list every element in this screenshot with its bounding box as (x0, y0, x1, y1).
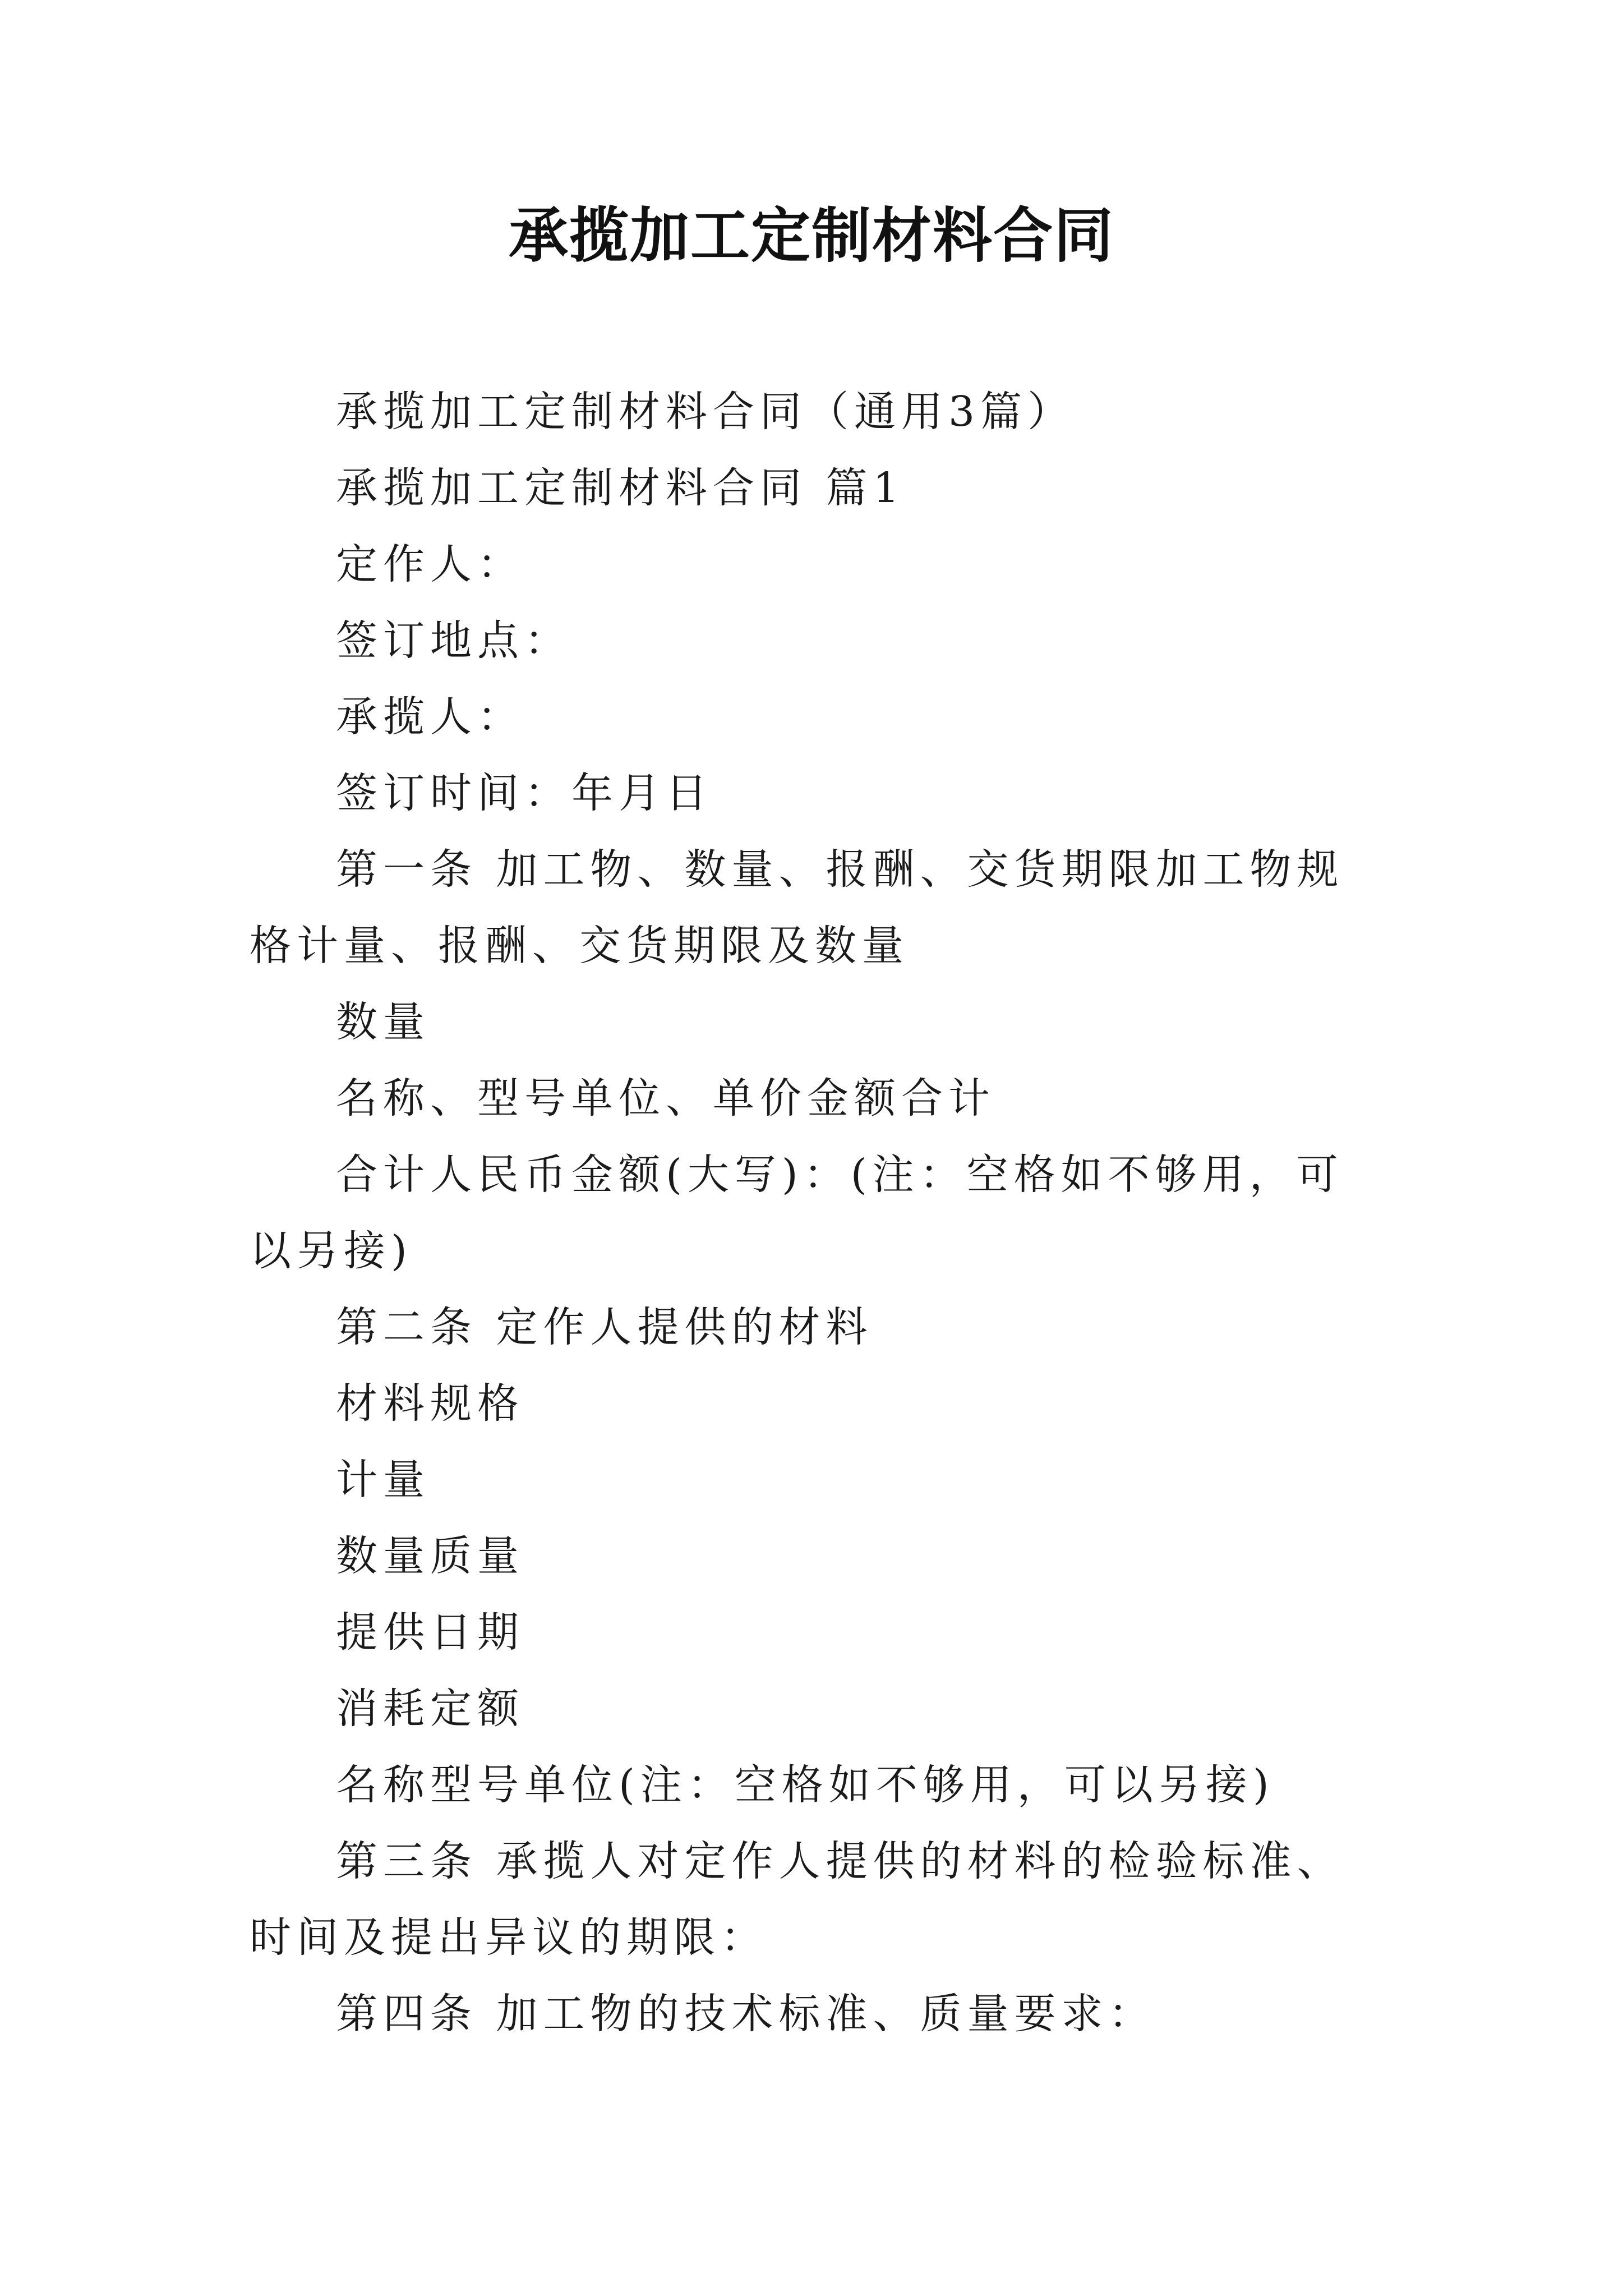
document-body (250, 374, 1388, 2052)
paragraph: 签订地点： (336, 616, 571, 665)
paragraph: 材料规格 (336, 1379, 524, 1428)
paragraph: 合计人民币金额(大写)：(注：空格如不够用，可以另接) (250, 1151, 1344, 1275)
paragraph: 第四条 加工物的技术标准、质量要求： (336, 1990, 1156, 2038)
paragraph: 名称型号单位(注：空格如不够用，可以另接) (336, 1761, 1275, 1809)
document-title: 承揽加工定制材料合同 (509, 200, 1114, 270)
paragraph: 承揽加工定制材料合同（通用3篇） (336, 388, 1075, 436)
paragraph: 第二条 定作人提供的材料 (336, 1303, 873, 1351)
paragraph: 数量 (336, 998, 430, 1046)
paragraph: 名称、型号单位、单价金额合计 (336, 1074, 995, 1122)
paragraph: 第三条 承揽人对定作人提供的材料的检验标准、时间及提出异议的期限： (250, 1837, 1344, 1962)
paragraph: 签订时间：年月日 (336, 769, 713, 817)
paragraph: 第一条 加工物、数量、报酬、交货期限加工物规格计量、报酬、交货期限及数量 (250, 845, 1344, 970)
paragraph: 计量 (336, 1456, 430, 1504)
paragraph: 提供日期 (336, 1608, 524, 1657)
paragraph: 数量质量 (336, 1532, 524, 1580)
paragraph: 消耗定额 (336, 1685, 524, 1733)
paragraph: 承揽人： (336, 693, 524, 741)
paragraph: 定作人： (336, 540, 524, 588)
paragraph: 承揽加工定制材料合同 篇1 (336, 464, 905, 512)
